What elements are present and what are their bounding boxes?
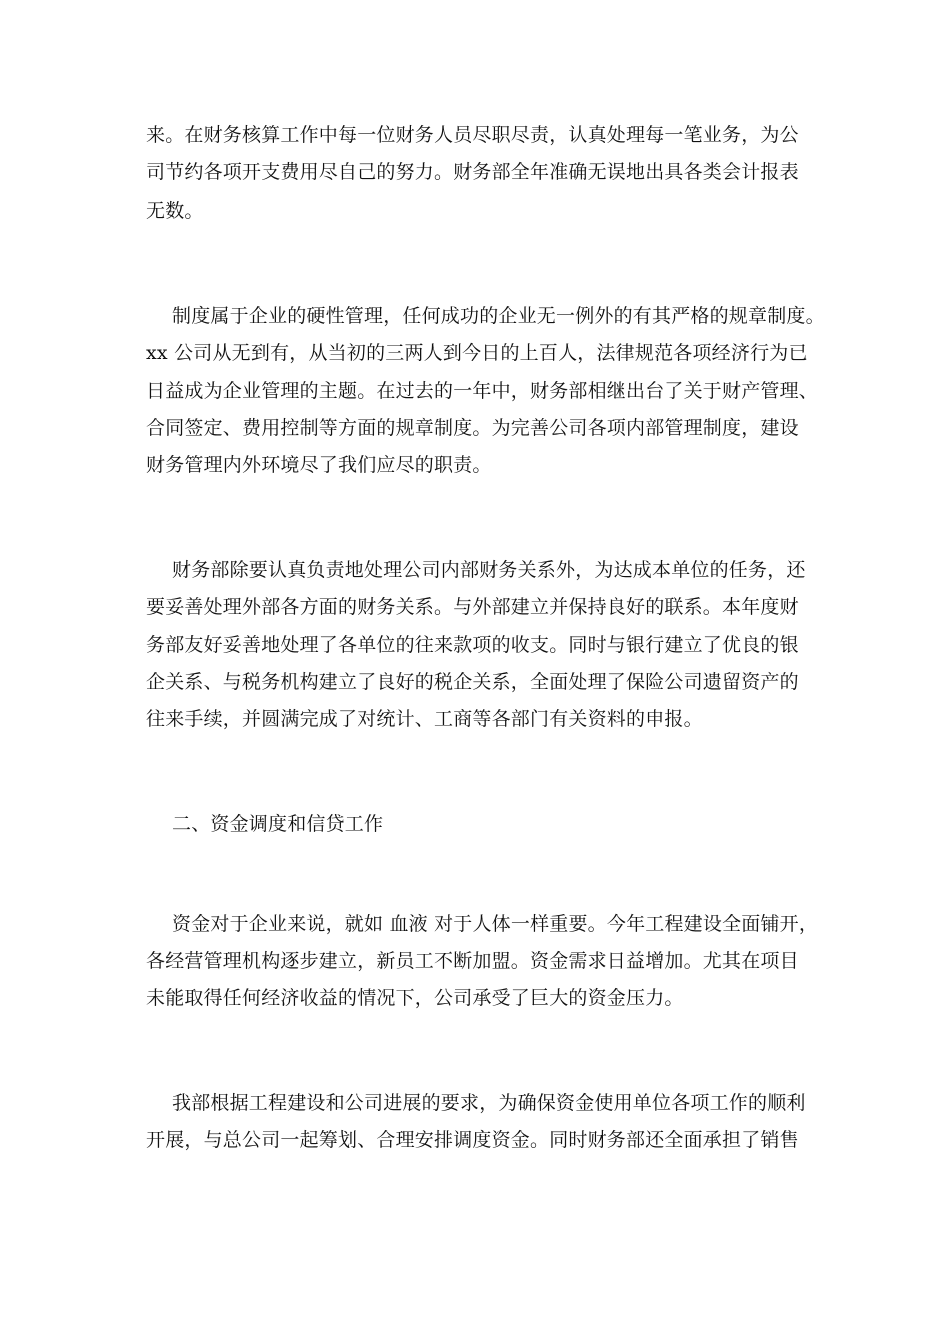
paragraph-5-line-1: 资金对于企业来说，就如 血液 对于人体一样重要。今年工程建设全面铺开， (172, 913, 819, 935)
paragraph-6-line-2: 开展，与总公司一起筹划、合理安排调度资金。同时财务部还全面承担了销售 (146, 1129, 799, 1151)
paragraph-5-line-2: 各经营管理机构逐步建立，新员工不断加盟。资金需求日益增加。尤其在项目 (146, 950, 799, 972)
paragraph-2-line-3: 日益成为企业管理的主题。在过去的一年中，财务部相继出台了关于财产管理、 (146, 380, 819, 402)
paragraph-3-line-1: 财务部除要认真负责地处理公司内部财务关系外，为达成本单位的任务，还 (172, 559, 806, 581)
paragraph-2-line-1: 制度属于企业的硬性管理，任何成功的企业无一例外的有其严格的规章制度。 (172, 305, 825, 327)
paragraph-3-line-2: 要妥善处理外部各方面的财务关系。与外部建立并保持良好的联系。本年度财 (146, 596, 799, 618)
paragraph-1-line-2: 司节约各项开支费用尽自己的努力。财务部全年准确无误地出具各类会计报表 (146, 161, 799, 183)
paragraph-3-line-4: 企关系、与税务机构建立了良好的税企关系，全面处理了保险公司遗留资产的 (146, 671, 799, 693)
paragraph-5-line-3: 未能取得任何经济收益的情况下，公司承受了巨大的资金压力。 (146, 987, 684, 1009)
paragraph-3-line-5: 往来手续，并圆满完成了对统计、工商等各部门有关资料的申报。 (146, 708, 703, 730)
paragraph-2-line-2: xx 公司从无到有，从当初的三两人到今日的上百人，法律规范各项经济行为已 (146, 342, 808, 364)
paragraph-1-line-3: 无数。 (146, 200, 204, 222)
paragraph-2-line-5: 财务管理内外环境尽了我们应尽的职责。 (146, 454, 492, 476)
paragraph-3-line-3: 务部友好妥善地处理了各单位的往来款项的收支。同时与银行建立了优良的银 (146, 634, 799, 656)
section-heading: 二、资金调度和信贷工作 (172, 813, 384, 835)
paragraph-2-line-4: 合同签定、费用控制等方面的规章制度。为完善公司各项内部管理制度，建设 (146, 417, 799, 439)
paragraph-6-line-1: 我部根据工程建设和公司进展的要求，为确保资金使用单位各项工作的顺利 (172, 1092, 806, 1114)
paragraph-1-line-1: 来。在财务核算工作中每一位财务人员尽职尽责，认真处理每一笔业务，为公 (146, 124, 799, 146)
